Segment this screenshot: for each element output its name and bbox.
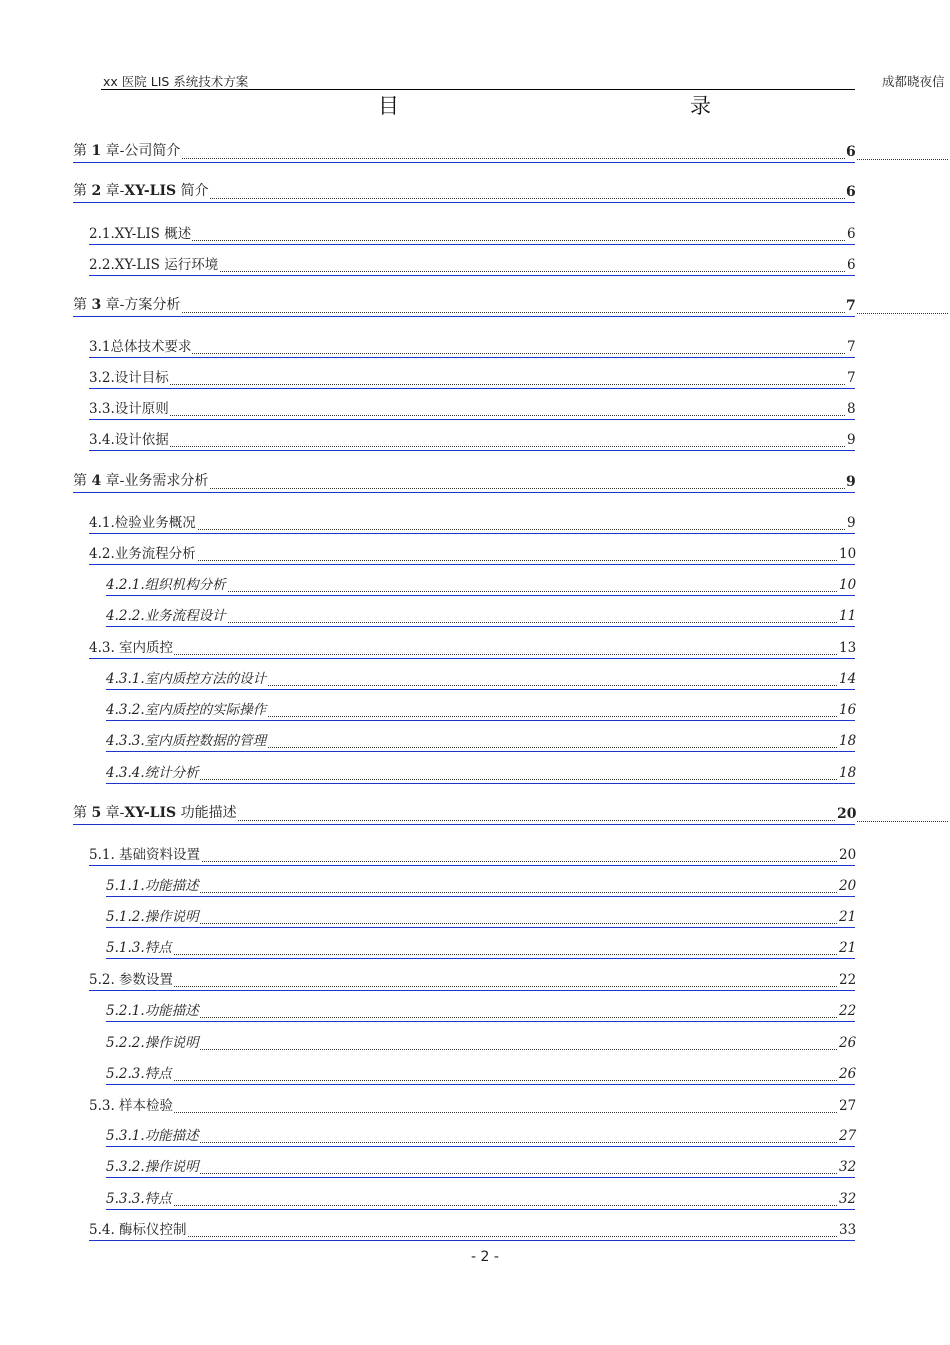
toc-entry-link[interactable] xyxy=(73,472,855,493)
toc-entry-label xyxy=(106,729,267,749)
toc-entry-link[interactable] xyxy=(89,224,855,245)
toc-entry-page: 14 xyxy=(839,671,857,687)
toc-entry-link[interactable] xyxy=(106,606,855,627)
toc-entry-label xyxy=(73,470,209,490)
toc-entry-label-part: 5.1.2.操作说明 xyxy=(106,909,199,925)
toc-entry-label xyxy=(89,366,170,386)
page-number: - 2 - xyxy=(471,1249,499,1265)
toc-entry-label xyxy=(106,1062,173,1082)
toc-entry-label-part: 5 xyxy=(91,805,102,821)
toc-entry-label-part: 1 xyxy=(91,143,102,159)
toc-overflow-leader xyxy=(857,159,948,160)
toc-entry-page: 21 xyxy=(839,940,857,956)
toc-dot-leader xyxy=(106,892,851,893)
toc-entry-page: 7 xyxy=(846,298,856,314)
toc-entry[interactable] xyxy=(106,908,867,928)
toc-entry-label-part: 5.3.3.特点 xyxy=(106,1191,172,1207)
toc-entry-page: 7 xyxy=(847,339,856,355)
toc-entry[interactable] xyxy=(89,225,867,245)
toc-entry-label xyxy=(73,140,181,160)
toc-entry-label-part: 4.2.2.业务流程设计 xyxy=(106,608,226,624)
toc-entry-page: 6 xyxy=(847,257,856,273)
toc-entry-link[interactable] xyxy=(73,296,855,317)
toc-entry-label-part: XY-LIS xyxy=(124,805,177,821)
toc-entry-label xyxy=(106,936,173,956)
toc-entry-link[interactable] xyxy=(89,368,855,389)
toc-entry-link[interactable] xyxy=(106,907,855,928)
toc-entry-label-part: 5.3.1.功能描述 xyxy=(106,1128,199,1144)
toc-entry-label xyxy=(89,253,219,273)
toc-entry-label xyxy=(89,1094,174,1114)
toc-entry-page: 22 xyxy=(839,1003,857,1019)
toc-entry-label xyxy=(89,335,192,355)
toc-entry-link[interactable] xyxy=(106,1033,855,1053)
toc-entry-link[interactable] xyxy=(106,1157,855,1178)
toc-entry-link[interactable] xyxy=(106,763,855,784)
toc-entry-label-part: 5.2. 参数设置 xyxy=(89,972,174,988)
toc-entry-page: 6 xyxy=(846,144,856,160)
toc-entry-page: 9 xyxy=(847,515,856,531)
toc-entry-page: 10 xyxy=(839,577,857,593)
toc-entry-label xyxy=(89,843,201,863)
toc-entry[interactable] xyxy=(89,514,867,534)
toc-entry-link[interactable] xyxy=(89,845,855,866)
toc-dot-leader xyxy=(106,1017,851,1018)
toc-entry-page: 20 xyxy=(837,806,857,822)
toc-entry-page: 11 xyxy=(839,608,857,624)
toc-dot-leader xyxy=(106,779,851,780)
toc-entry-label xyxy=(73,180,210,200)
toc-dot-leader xyxy=(106,1142,851,1143)
toc-entry-page: 32 xyxy=(839,1159,857,1175)
toc-entry-label xyxy=(106,999,200,1019)
toc-entry-link[interactable] xyxy=(106,1126,855,1147)
toc-entry[interactable] xyxy=(89,1221,867,1241)
toc-entry[interactable] xyxy=(73,473,867,493)
toc-entry-page: 16 xyxy=(839,702,857,718)
toc-entry[interactable] xyxy=(89,639,867,659)
toc-entry-page: 27 xyxy=(839,1128,857,1144)
toc-entry-link[interactable] xyxy=(106,731,855,752)
toc-entry-label-part: XY-LIS xyxy=(124,183,177,199)
toc-entry-page: 8 xyxy=(847,401,856,417)
toc-entry-label xyxy=(106,1155,200,1175)
toc-entry-label-part: 第 xyxy=(73,183,92,199)
toc-entry-link[interactable] xyxy=(106,700,855,721)
toc-entry-label-part: 3.4.设计依据 xyxy=(89,432,169,448)
toc-entry[interactable] xyxy=(106,764,867,784)
toc-dot-leader xyxy=(89,446,851,447)
toc-entry[interactable] xyxy=(89,971,867,991)
toc-entry-label xyxy=(89,968,174,988)
toc-entry-link[interactable] xyxy=(89,337,855,358)
toc-entry-label xyxy=(73,294,181,314)
toc-entry-label-part: 功能描述 xyxy=(176,805,237,821)
toc-entry-label xyxy=(89,1218,188,1238)
toc-entry-page: 20 xyxy=(839,878,857,894)
toc-entry-label-part: 章-公司简介 xyxy=(101,143,181,159)
toc-dot-leader xyxy=(89,240,851,241)
toc-entry[interactable] xyxy=(106,607,867,627)
toc-entry-label-part: 5.1.3.特点 xyxy=(106,940,172,956)
toc-entry-label xyxy=(89,636,174,656)
toc-entry-link[interactable] xyxy=(106,1189,855,1210)
toc-entry-page: 22 xyxy=(839,972,857,988)
toc-entry-link[interactable] xyxy=(106,876,855,897)
toc-entry-page: 21 xyxy=(839,909,857,925)
toc-entry-label-part: 3.1总体技术要求 xyxy=(89,339,192,355)
toc-entry-label-part: 4.1.检验业务概况 xyxy=(89,515,196,531)
toc-entry-page: 9 xyxy=(846,474,856,490)
toc-entry-link[interactable] xyxy=(73,182,855,203)
toc-dot-leader xyxy=(73,312,851,313)
toc-entry-label xyxy=(106,667,267,687)
toc-entry-label xyxy=(89,397,170,417)
toc-dot-leader xyxy=(89,1236,851,1237)
toc-entry-label-part: 第 xyxy=(73,473,92,489)
toc-entry-label xyxy=(73,802,238,822)
toc-entry[interactable] xyxy=(89,338,867,358)
toc-entry-label-part: 4.2.业务流程分析 xyxy=(89,546,196,562)
toc-dot-leader xyxy=(89,654,851,655)
toc-dot-leader xyxy=(89,861,851,862)
toc-entry-label-part: 5.2.3.特点 xyxy=(106,1066,172,1082)
toc-entry-label-part: 4.2.1.组织机构分析 xyxy=(106,577,226,593)
toc-entry-label-part: 3.2.设计目标 xyxy=(89,370,169,386)
toc-entry-label xyxy=(106,1124,200,1144)
toc-entry[interactable] xyxy=(106,1033,867,1053)
toc-entry-link[interactable] xyxy=(89,430,855,451)
header-rule xyxy=(101,89,855,90)
toc-entry-link[interactable] xyxy=(106,669,855,690)
toc-entry[interactable] xyxy=(106,877,867,897)
toc-entry-link[interactable] xyxy=(106,938,855,959)
toc-entry-label-part: 3.3.设计原则 xyxy=(89,401,169,417)
toc-dot-leader xyxy=(89,1112,851,1113)
toc-entry[interactable] xyxy=(89,369,867,389)
toc-entry[interactable] xyxy=(106,1065,867,1085)
toc-dot-leader xyxy=(89,415,851,416)
toc-entry-link[interactable] xyxy=(73,804,855,825)
toc-entry-link[interactable] xyxy=(106,575,855,596)
toc-dot-leader xyxy=(89,384,851,385)
toc-entry-link[interactable] xyxy=(89,1096,855,1116)
toc-entry-link[interactable] xyxy=(106,1064,855,1085)
toc-entry-label-part: 4 xyxy=(91,473,102,489)
toc-dot-leader xyxy=(106,923,851,924)
toc-entry-link[interactable] xyxy=(89,970,855,991)
toc-dot-leader xyxy=(89,560,851,561)
toc-entry-label-part: 第 xyxy=(73,297,92,313)
toc-entry-label-part: 5.2.2.操作说明 xyxy=(106,1035,199,1051)
toc-entry-label-part: 2.2.XY-LIS 运行环境 xyxy=(89,257,219,273)
toc-entry-label-part: 4.3.4.统计分析 xyxy=(106,765,199,781)
toc-dot-leader xyxy=(89,986,851,987)
toc-entry[interactable] xyxy=(89,256,867,276)
toc-entry-label-part: 5.4. 酶标仪控制 xyxy=(89,1222,187,1238)
toc-entry-page: 20 xyxy=(839,847,857,863)
toc-entry-label-part: 简介 xyxy=(176,183,209,199)
toc-entry[interactable] xyxy=(89,846,867,866)
toc-entry-label-part: 5.1.1.功能描述 xyxy=(106,878,199,894)
toc-entry-label-part: 4.3. 室内质控 xyxy=(89,640,174,656)
toc-entry[interactable] xyxy=(106,670,867,690)
toc-overflow-leader xyxy=(857,821,948,822)
toc-title-left: 目 xyxy=(378,94,399,118)
toc-entry-label-part: 2.1.XY-LIS 概述 xyxy=(89,226,192,242)
toc-entry-link[interactable] xyxy=(89,513,855,534)
toc-entry-label-part: 章- xyxy=(101,805,125,821)
toc-overflow-leader xyxy=(857,313,948,314)
toc-entry[interactable] xyxy=(89,545,867,565)
header-company: 成都晓夜信 xyxy=(882,74,945,89)
toc-entry-link[interactable] xyxy=(73,142,855,163)
toc-entry-label-part: 2 xyxy=(91,183,102,199)
toc-entry-label xyxy=(106,573,227,593)
toc-entry-label-part: 第 xyxy=(73,805,92,821)
toc-entry-page: 10 xyxy=(839,546,857,562)
toc-entry[interactable] xyxy=(106,732,867,752)
toc-dot-leader xyxy=(106,1205,851,1206)
toc-entry-page: 26 xyxy=(839,1066,857,1082)
toc-dot-leader xyxy=(106,954,851,955)
toc-entry-label-part: 5.1. 基础资料设置 xyxy=(89,847,201,863)
toc-entry-page: 27 xyxy=(839,1098,857,1114)
toc-dot-leader xyxy=(106,1173,851,1174)
toc-entry-label xyxy=(89,222,192,242)
toc-entry[interactable] xyxy=(106,939,867,959)
toc-entry-label xyxy=(89,428,170,448)
toc-entry[interactable] xyxy=(73,143,950,163)
toc-entry-link[interactable] xyxy=(89,399,855,420)
toc-dot-leader xyxy=(89,529,851,530)
toc-entry-page: 32 xyxy=(839,1191,857,1207)
toc-entry-label xyxy=(89,511,197,531)
toc-entry-link[interactable] xyxy=(89,1220,855,1241)
toc-dot-leader xyxy=(106,1080,851,1081)
toc-entry-page: 6 xyxy=(847,226,856,242)
toc-entry-label-part: 第 xyxy=(73,143,92,159)
toc-entry[interactable] xyxy=(106,1190,867,1210)
toc-entry-label-part: 章-方案分析 xyxy=(101,297,181,313)
toc-entry-page: 7 xyxy=(847,370,856,386)
toc-entry[interactable] xyxy=(73,805,950,825)
toc-entry-label-part: 5.2.1.功能描述 xyxy=(106,1003,199,1019)
toc-entry-label xyxy=(106,905,200,925)
toc-entry[interactable] xyxy=(73,297,950,317)
toc-entry[interactable] xyxy=(106,1127,867,1147)
toc-entry-page: 9 xyxy=(847,432,856,448)
toc-entry-page: 13 xyxy=(839,640,857,656)
toc-entry-link[interactable] xyxy=(89,255,855,276)
toc-entry-label-part: 4.3.1.室内质控方法的设计 xyxy=(106,671,267,687)
toc-entry-link[interactable] xyxy=(89,544,855,565)
toc-entry-label xyxy=(106,1187,173,1207)
toc-entry-page: 18 xyxy=(839,733,857,749)
toc-entry[interactable] xyxy=(73,183,867,203)
toc-entry-label-part: 章- xyxy=(101,183,125,199)
toc-entry[interactable] xyxy=(89,431,867,451)
toc-entry-label xyxy=(106,698,267,718)
toc-entry-label-part: 5.3.2.操作说明 xyxy=(106,1159,199,1175)
toc-entry-page: 18 xyxy=(839,765,857,781)
toc-title-right: 录 xyxy=(690,94,711,118)
toc-entry-label-part: 4.3.3.室内质控数据的管理 xyxy=(106,733,267,749)
toc-entry-label xyxy=(89,542,197,562)
toc-dot-leader xyxy=(89,353,851,354)
toc-entry-label-part: 章-业务需求分析 xyxy=(101,473,209,489)
toc-entry[interactable] xyxy=(106,701,867,721)
toc-entry-label-part: 3 xyxy=(91,297,102,313)
toc-entry-label-part: 5.3. 样本检验 xyxy=(89,1098,174,1114)
toc-entry-page: 33 xyxy=(839,1222,857,1238)
header-doc-title: xx 医院 LIS 系统技术方案 xyxy=(103,74,249,89)
toc-entry-label-part: 4.3.2.室内质控的实际操作 xyxy=(106,702,267,718)
toc-entry-label xyxy=(106,761,200,781)
toc-entry-link[interactable] xyxy=(106,1001,855,1022)
toc-entry-page: 6 xyxy=(846,184,856,200)
toc-entry-page: 26 xyxy=(839,1035,857,1051)
toc-entry-label xyxy=(106,1031,200,1051)
toc-dot-leader xyxy=(73,158,851,159)
toc-entry[interactable] xyxy=(89,1096,867,1116)
toc-entry-label xyxy=(106,604,227,624)
toc-dot-leader xyxy=(106,1049,851,1050)
toc-entry[interactable] xyxy=(89,400,867,420)
toc-entry[interactable] xyxy=(106,1002,867,1022)
toc-entry[interactable] xyxy=(106,1158,867,1178)
toc-entry-label xyxy=(106,874,200,894)
toc-entry[interactable] xyxy=(106,576,867,596)
toc-entry-link[interactable] xyxy=(89,638,855,659)
